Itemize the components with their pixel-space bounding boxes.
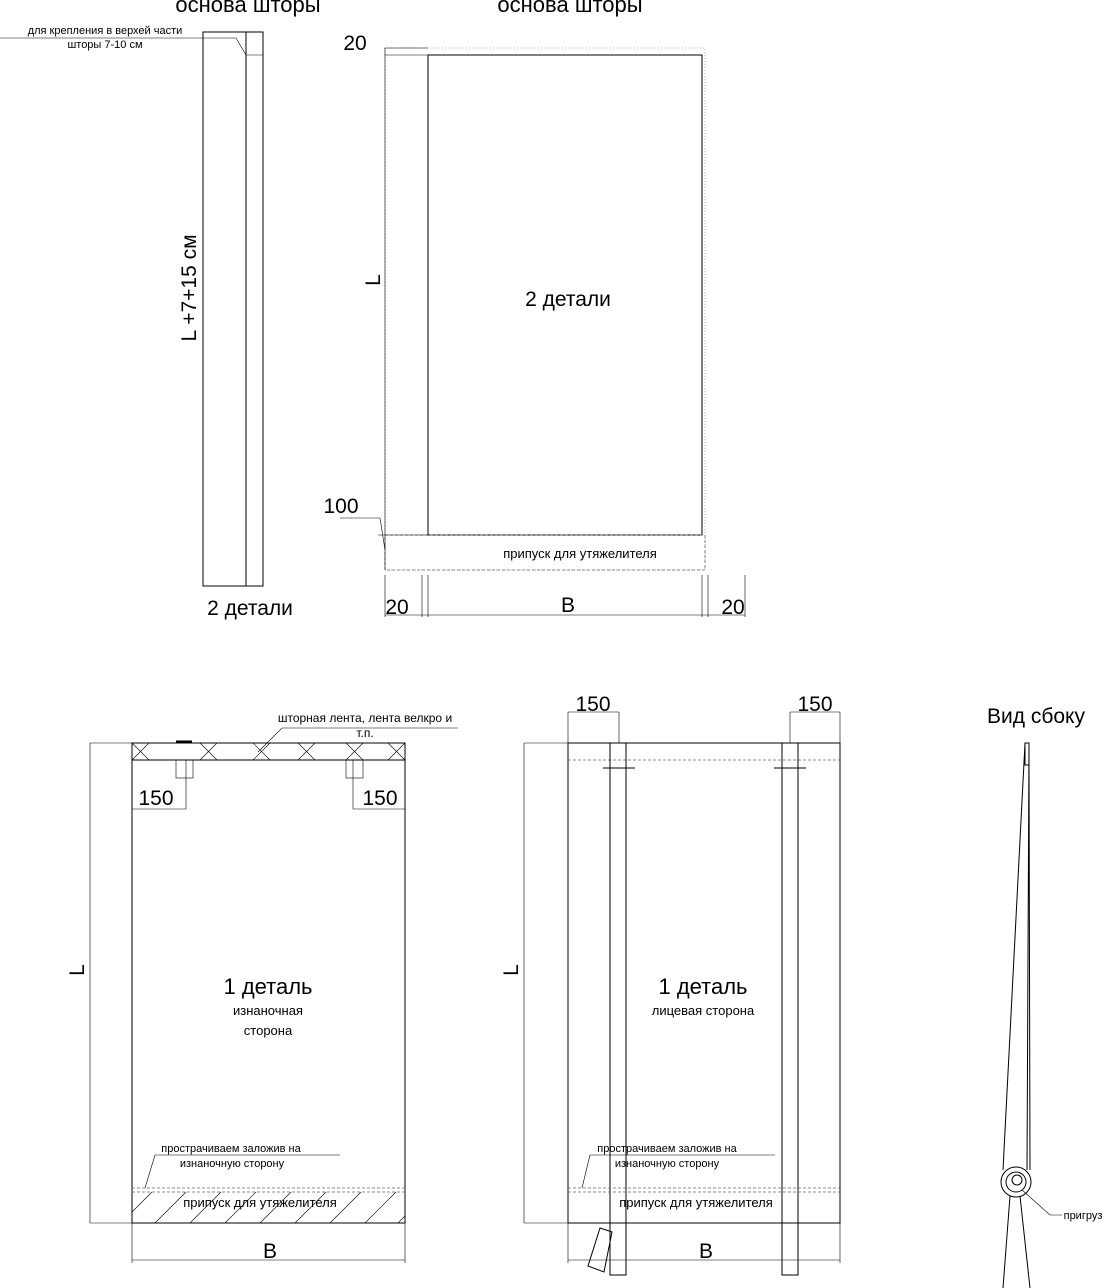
- dim-strap-right-150: 150: [797, 693, 833, 716]
- strip-count-label: 2 детали: [207, 597, 293, 620]
- ring-tab-left: [176, 760, 193, 778]
- dim-length-L: L: [66, 964, 89, 976]
- dim-strap-left-150: 150: [575, 693, 611, 716]
- side-label-2: сторона: [243, 1023, 293, 1038]
- dim-width-B: B: [560, 594, 576, 617]
- stitch-note-2: изнаночную сторону: [179, 1158, 285, 1170]
- top-center-title: основа шторы: [497, 0, 643, 17]
- tape-label-1: шторная лента, лента велкро и: [277, 711, 453, 725]
- side-label-1: изнаночная: [233, 1003, 303, 1018]
- panel-count-label: 1 деталь: [223, 974, 313, 999]
- strip-fold: [246, 32, 263, 586]
- dim-length-L: L: [362, 274, 385, 286]
- dim-left-20: 20: [385, 596, 409, 619]
- dim-tab-left-150: 150: [138, 787, 174, 810]
- tape-crosses: [132, 743, 405, 760]
- dim-length-L: L: [500, 964, 523, 976]
- panel-count-label: 1 деталь: [658, 974, 748, 999]
- side-view-title: Вид сбоку: [987, 705, 1085, 728]
- top-left-part: [0, 0, 321, 620]
- strap-lines: [1003, 1196, 1030, 1288]
- weight-label: пригруз: [1063, 1210, 1103, 1222]
- ring-tab-right: [346, 760, 363, 778]
- lifting-strap-right: [782, 743, 798, 1275]
- weight-rod-inner: [1012, 1175, 1022, 1185]
- tape-label-2: т.п.: [356, 726, 374, 740]
- note-text-2: шторы 7-10 см: [67, 39, 143, 51]
- dim-top-20: 20: [343, 32, 367, 55]
- stitch-note-1: прострачиваем заложив на: [597, 1143, 737, 1155]
- dim-width-B: B: [262, 1240, 278, 1263]
- curtain-profile: [1003, 743, 1030, 1170]
- stitch-note-1: прострачиваем заложив на: [161, 1143, 301, 1155]
- curtain-tape-strip: [132, 743, 405, 760]
- strap-fold: [588, 1228, 612, 1272]
- dim-tab-right-150: 150: [362, 787, 398, 810]
- side-view-part: [987, 705, 1102, 1288]
- top-left-title: основа шторы: [175, 0, 321, 17]
- weight-leader: [1022, 1190, 1062, 1215]
- bottom-center-part: [500, 693, 840, 1275]
- dim-width-B: B: [698, 1240, 714, 1263]
- panel-count-label: 2 детали: [525, 288, 611, 311]
- dim-bottom-100: 100: [323, 495, 359, 518]
- dim-right-20: 20: [721, 596, 745, 619]
- bottom-left-part: [66, 711, 458, 1263]
- note-text-1: для крепления в верхей части: [27, 25, 183, 37]
- allowance-label: припуск для утяжелителя: [619, 1195, 773, 1210]
- top-center-part: [323, 0, 745, 619]
- stitch-note-2: изнаночную сторону: [614, 1158, 720, 1170]
- strip-length-label: L +7+15 см: [178, 234, 201, 342]
- strip-outline: [203, 32, 263, 586]
- panel-allowance-label: припуск для утяжелителя: [503, 546, 657, 561]
- side-label: лицевая сторона: [651, 1003, 755, 1018]
- allowance-label: припуск для утяжелителя: [183, 1195, 337, 1210]
